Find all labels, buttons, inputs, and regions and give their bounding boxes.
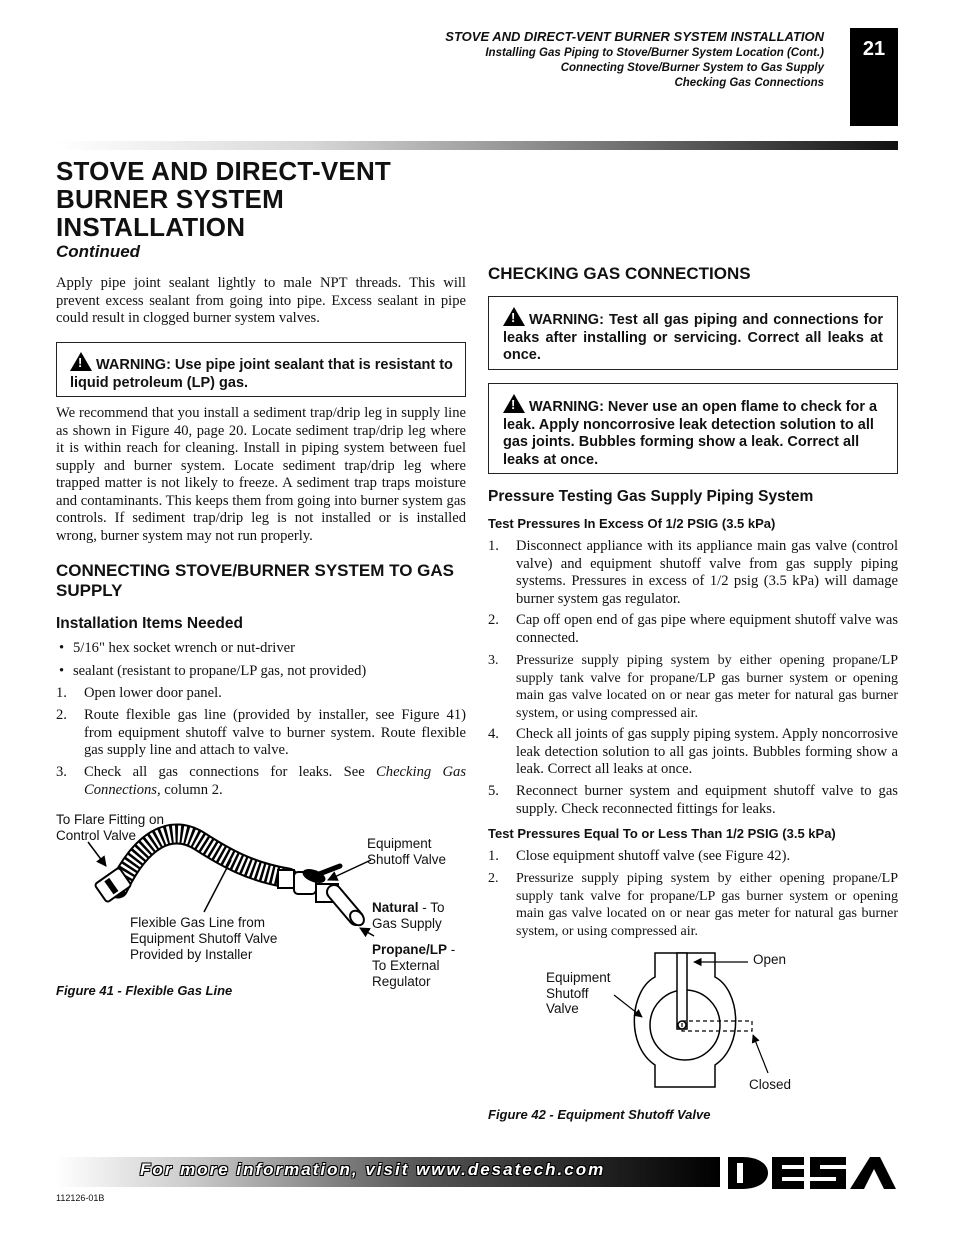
list-item: 1. Disconnect appliance with its appliance main gas valve (control valve) and equipment shutoff valve from gas supply piping systems. Pressures in excess of 1/2 psig (3.5 kPa) will damage burner system gas regulator. xyxy=(488,538,898,607)
test-heading-excess: Test Pressures In Excess Of 1/2 PSIG (3.5 kPa) xyxy=(488,516,776,531)
footer-website-text: For more information, visit www.desatech.com xyxy=(140,1160,606,1179)
document-code: 112126-01B xyxy=(56,1193,105,1203)
list-item: 1. Open lower door panel. xyxy=(56,685,222,701)
page-number: 21 xyxy=(850,28,898,126)
list-item: 4. Check all joints of gas supply piping system. Apply noncorrosive leak detection solution to all gas joints. Bubbles forming show a leak. Correct all leaks at once. xyxy=(488,726,898,777)
header-subtopic: Installing Gas Piping to Stove/Burner System Location (Cont.) xyxy=(485,47,824,59)
figure42-label-open: Open xyxy=(753,952,787,967)
list-item: 1. Close equipment shutoff valve (see Figure 42). xyxy=(488,848,791,864)
header-rule xyxy=(56,141,898,150)
figure42-label-valve: Equipment Shutoff Valve xyxy=(546,970,611,1016)
list-item: 3. Pressurize supply piping system by either opening propane/LP supply tank valve for propane/LP gas burner system or opening main gas valve located on or near gas meter for natural gas burner system, or using compressed air. xyxy=(488,653,898,721)
list-item: 2. Cap off open end of gas pipe where equipment shutoff valve was connected. xyxy=(488,612,898,646)
subsection-heading-pressure: Pressure Testing Gas Supply Piping System xyxy=(488,488,814,505)
figure41-label-propane: Propane/LP - To External Regulator xyxy=(372,942,456,989)
sediment-trap-paragraph: We recommend that you install a sediment trap/drip leg in supply line as shown in Figure 40, page 20. Locate sediment trap/drip leg where it is within reach for cleaning. Install in piping system between fuel supply and burner system. Locate sediment trap/drip leg where trapped matter is not likely to freeze. A sediment trap traps moisture and contaminants. This keeps them from going into burner system gas controls. If sediment trap/drip leg is not installed or is installed wrong, burner system may not run properly. xyxy=(56,405,466,544)
warning-box-sealant: !WARNING: Use pipe joint sealant that is resistant to liquid petroleum (LP) gas. xyxy=(56,342,466,397)
list-item: 2. Pressurize supply piping system by either opening propane/LP supply tank valve for propane/LP gas burner system or opening main gas valve located on or near gas meter for natural gas burner system, or using compressed air. xyxy=(488,871,898,939)
figure41-flexible-gas-line-drawing xyxy=(56,800,476,980)
list-item: • sealant (resistant to propane/LP gas, not provided) xyxy=(59,663,367,679)
warning-icon xyxy=(503,307,525,326)
header-subtopic: Connecting Stove/Burner System to Gas Supply xyxy=(560,62,824,74)
test-heading-equal: Test Pressures Equal To or Less Than 1/2 PSIG (3.5 kPa) xyxy=(488,826,836,841)
header-subtopic: Checking Gas Connections xyxy=(674,77,824,89)
page-subtitle: Continued xyxy=(56,242,141,261)
figure42-label-closed: Closed xyxy=(749,1077,792,1092)
list-item: 2. Route flexible gas line (provided by installer, see Figure 41) from equipment shutoff valve to burner system. Route flexible gas supply line and attach to valve. xyxy=(56,707,466,758)
figure41-label-flexline: Flexible Gas Line from Equipment Shutoff Valve Provided by Installer xyxy=(130,915,278,962)
figure41-label-valve: Equipment Shutoff Valve xyxy=(367,836,447,867)
desa-logo xyxy=(726,1155,898,1191)
sealant-paragraph: Apply pipe joint sealant lightly to male NPT threads. This will prevent excess sealant from going into pipe. Excess sealant in pipe could result in clogged burner system valves. xyxy=(56,275,466,326)
section-heading-checking: CHECKING GAS CONNECTIONS xyxy=(488,264,751,283)
list-item: 5. Reconnect burner system and equipment shutoff valve to gas supply. Check reconnected fittings for leaks. xyxy=(488,783,898,817)
warning-icon xyxy=(70,352,92,371)
figure41-caption: Figure 41 - Flexible Gas Line xyxy=(56,983,233,998)
header-title: STOVE AND DIRECT-VENT BURNER SYSTEM INSTALLATION xyxy=(445,29,824,44)
figure42-caption: Figure 42 - Equipment Shutoff Valve xyxy=(488,1107,711,1122)
warning-icon xyxy=(503,394,525,413)
warning-box-leaks: !WARNING: Test all gas piping and connections for leaks after installing or servicing. Correct all leaks at once. xyxy=(488,296,898,370)
figure41-label-flare: To Flare Fitting on Control Valve xyxy=(56,812,165,843)
warning-box-open-flame: !WARNING: Never use an open flame to check for a leak. Apply noncorrosive leak detection solution to all gas joints. Bubbles forming show a leak. Correct all leaks at once. xyxy=(488,383,898,474)
section-heading-connecting: CONNECTING STOVE/BURNER SYSTEM TO GAS SUPPLY xyxy=(56,561,454,600)
list-item: • 5/16" hex socket wrench or nut-driver xyxy=(59,640,295,656)
subsection-heading-items: Installation Items Needed xyxy=(56,615,243,632)
figure42-shutoff-valve-drawing xyxy=(600,945,770,1105)
list-item: 3. Check all gas connections for leaks. See Checking Gas Connections, column 2. xyxy=(56,764,466,798)
page-title: STOVE AND DIRECT-VENT BURNER SYSTEM INSTALLATION xyxy=(56,156,392,242)
figure41-label-natural: Natural - To Gas Supply xyxy=(372,900,445,931)
